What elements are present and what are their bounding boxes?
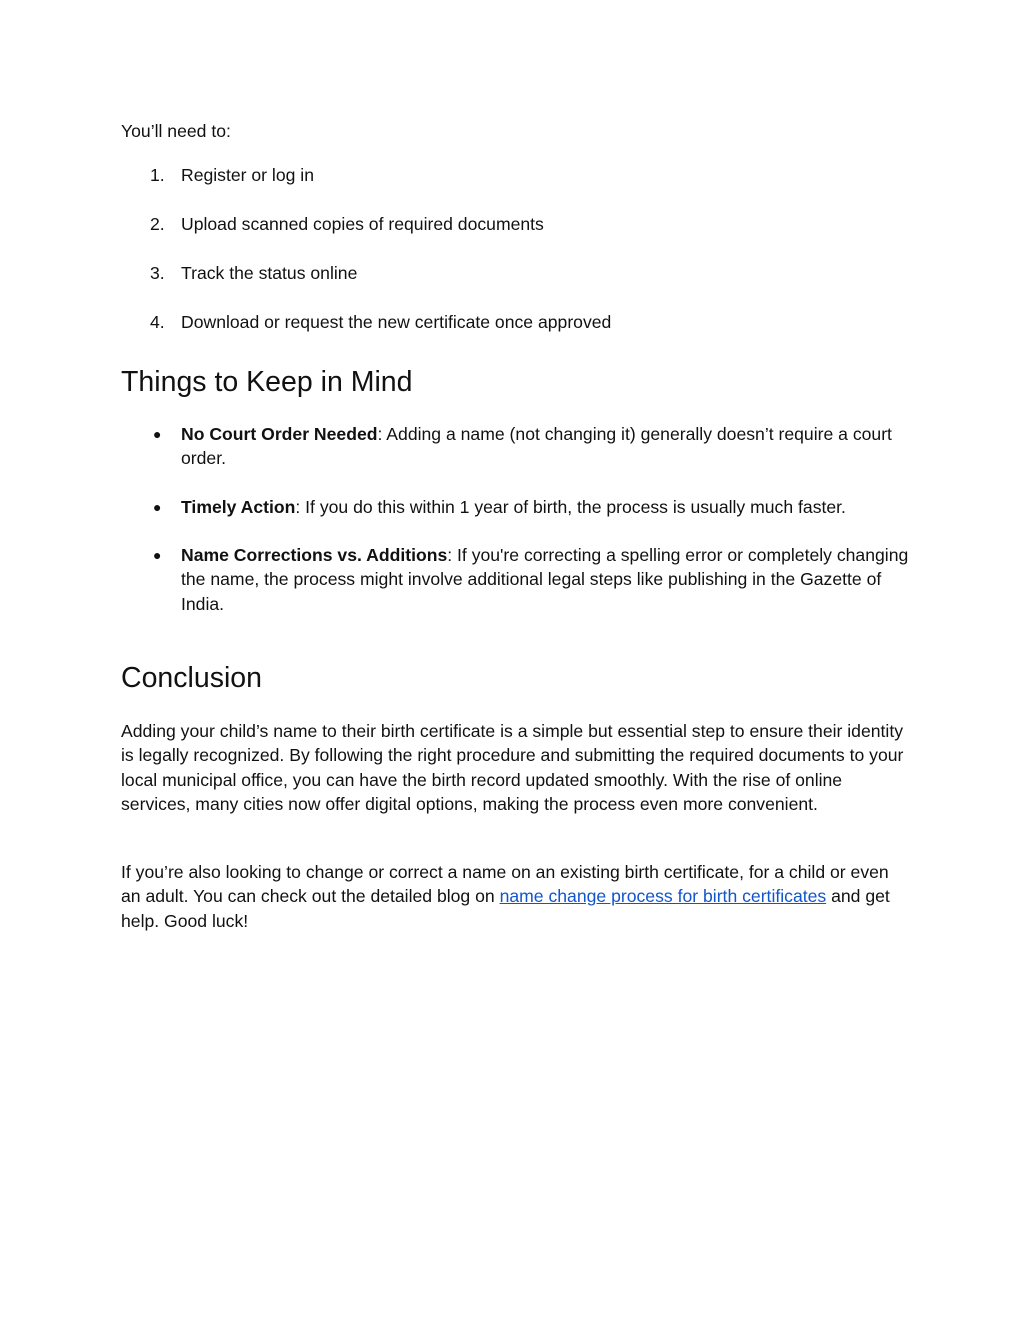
bullet-text [181,495,911,519]
bullet-term: Timely Action [181,497,296,517]
intro-text: You’ll need to: [121,121,231,141]
bullet-description: : If you're correcting a spelling error or completely changing the name, the process might involve additional legal steps like publishing in the Gazette of India. [181,545,909,614]
step-number: 3. [150,263,165,283]
paragraph-text: If you’re also looking to change or correct a name on an existing birth certificate, for a child or even an adult. You can check out the detailed blog on [121,862,889,907]
step-number: 2. [150,214,165,234]
bullet-icon: ● [153,426,162,442]
bullet-term: Name Corrections vs. Additions [181,545,448,565]
bullet-description: : If you do this within 1 year of birth, the process is usually much faster. [295,497,846,517]
bullet-text [181,543,911,616]
bullet-icon: ● [153,499,162,515]
step-number: 4. [150,312,165,332]
paragraph-text: and get help. Good luck! [121,886,890,931]
step-text: Register or log in [181,165,314,185]
keep-in-mind-heading: Things to Keep in Mind [121,366,413,398]
bullet-text [181,422,911,471]
blog-link[interactable]: name change process for birth certificates [499,886,827,907]
step-text: Download or request the new certificate once approved [181,312,612,332]
step-text: Track the status online [181,263,358,283]
conclusion-paragraph: Adding your child’s name to their birth certificate is a simple but essential step to ensure their identity is legally recognized. By following the right procedure and submitting the required documents to your local municipal office, you can have the birth record updated smoothly. With the rise of online services, many cities now offer digital options, making the process even more convenient. [121,721,904,815]
conclusion-heading: Conclusion [121,662,262,694]
conclusion-paragraph-2 [121,860,911,933]
bullet-term: No Court Order Needed [181,424,378,444]
bullet-icon: ● [153,547,162,563]
step-text: Upload scanned copies of required documents [181,214,544,234]
step-number: 1. [150,165,165,185]
bullet-description: : Adding a name (not changing it) generally doesn’t require a court order. [181,424,892,469]
